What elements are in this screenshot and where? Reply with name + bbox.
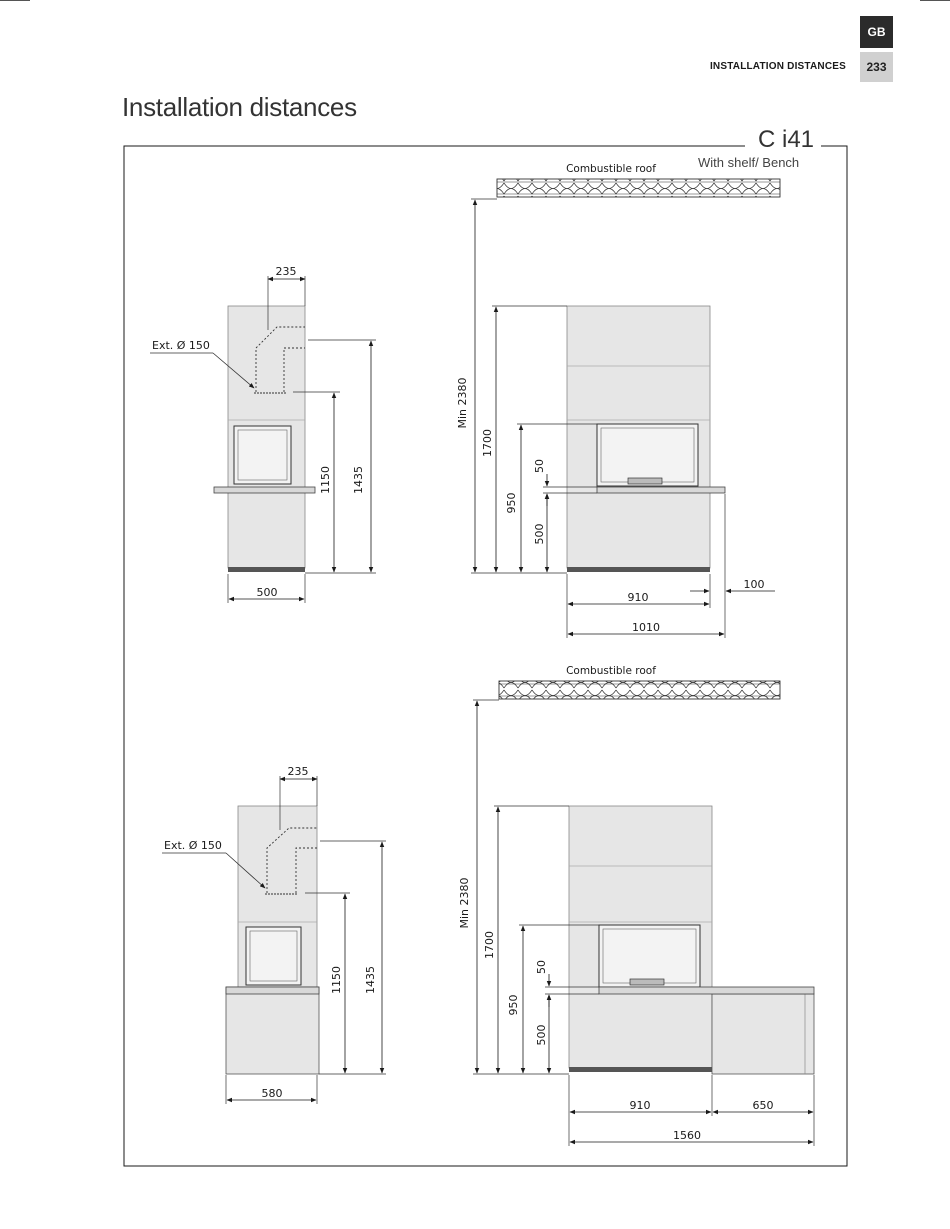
dim-1010: 1010 — [632, 621, 660, 634]
dim-height-1150: 1150 — [319, 466, 332, 494]
dim-500: 500 — [535, 1024, 548, 1046]
roof-label: Combustible roof — [566, 163, 656, 175]
front-view-top — [456, 163, 780, 638]
dim-910: 910 — [629, 1099, 651, 1112]
dim-depth: 500 — [256, 586, 278, 599]
dim-depth: 580 — [261, 1087, 283, 1100]
dim-1560: 1560 — [673, 1129, 701, 1142]
model-name: C i41 — [752, 126, 820, 154]
dim-1700: 1700 — [483, 931, 496, 959]
side-view-top — [150, 265, 376, 603]
dim-500: 500 — [533, 523, 546, 545]
dim-50: 50 — [533, 459, 546, 473]
model-subtitle: With shelf/ Bench — [698, 155, 800, 170]
dim-min-height: Min 2380 — [458, 877, 471, 929]
section-label: INSTALLATION DISTANCES — [709, 61, 846, 72]
roof-label: Combustible roof — [566, 665, 656, 677]
dim-950: 950 — [505, 492, 518, 514]
front-view-bottom — [458, 665, 814, 1146]
dim-height-1150: 1150 — [330, 966, 343, 994]
dim-min-height: Min 2380 — [456, 377, 469, 429]
language-badge: GB — [860, 16, 893, 48]
dim-height-1435: 1435 — [364, 966, 377, 994]
dim-950: 950 — [507, 994, 520, 1016]
page-number: 233 — [860, 52, 893, 82]
dim-910: 910 — [627, 591, 649, 604]
dim-650: 650 — [752, 1099, 774, 1112]
dim-flue-offset: 235 — [287, 765, 309, 778]
dim-1700: 1700 — [481, 429, 494, 457]
dim-flue-offset: 235 — [275, 265, 297, 278]
dim-50: 50 — [535, 960, 548, 974]
side-view-bottom — [162, 765, 386, 1104]
flue-label: Ext. Ø 150 — [164, 839, 222, 852]
dim-100: 100 — [743, 578, 765, 591]
page-title: Installation distances — [122, 92, 357, 122]
flue-label: Ext. Ø 150 — [152, 339, 210, 352]
dim-height-1435: 1435 — [352, 466, 365, 494]
